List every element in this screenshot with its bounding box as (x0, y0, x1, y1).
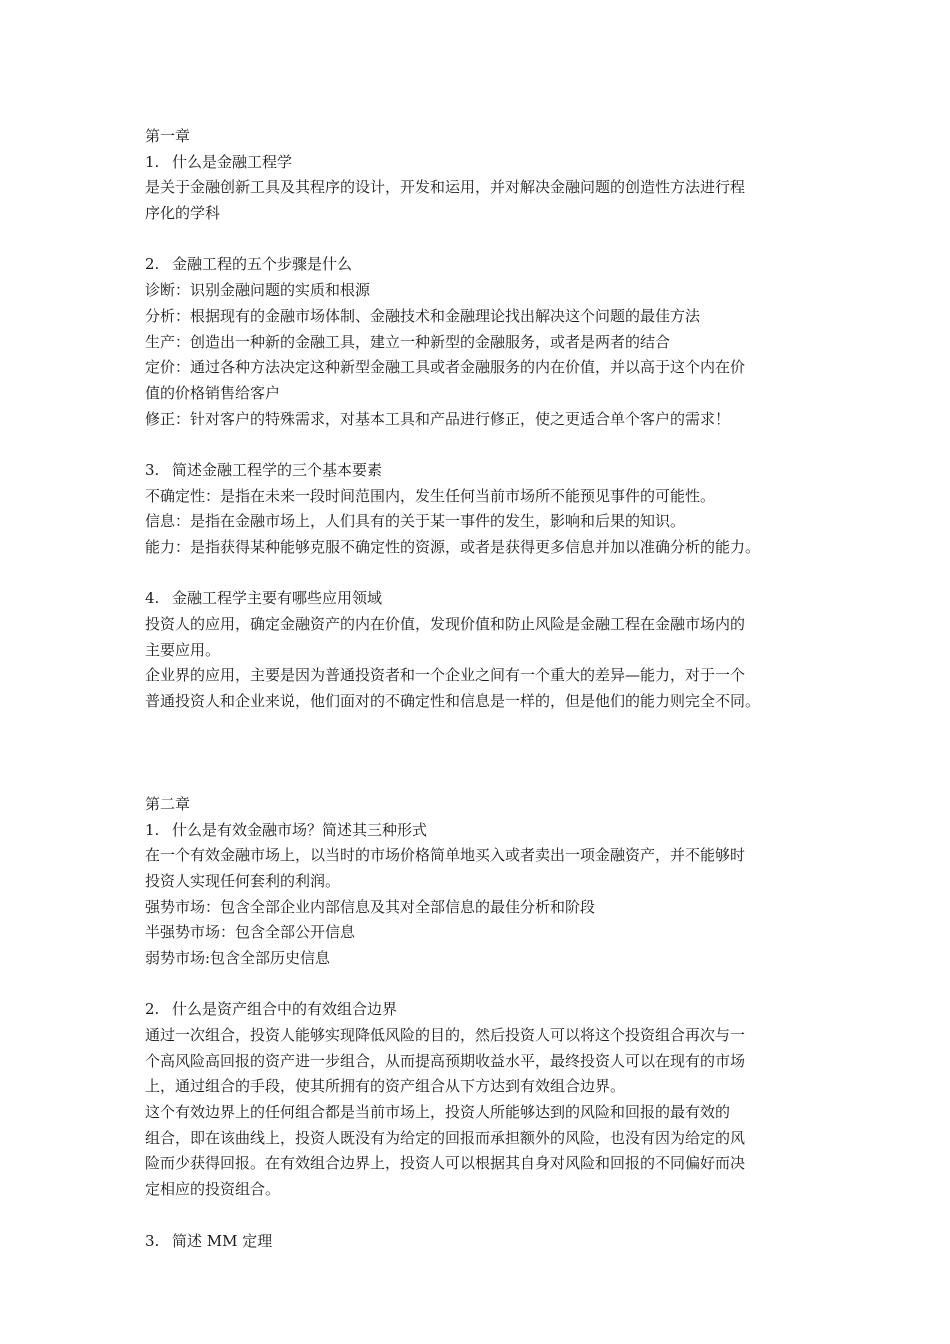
answer-line: 企业界的应用，主要是因为普通投资者和一个企业之间有一个重大的差异—能力，对于一个 (145, 666, 746, 685)
answer-line: 生产：创造出一种新的金融工具，建立一种新型的金融服务，或者是两者的结合 (145, 332, 671, 351)
question-number: 1. (145, 820, 160, 839)
answer-line: 修正：针对客户的特殊需求，对基本工具和产品进行修正，使之更适合单个客户的需求！ (145, 409, 731, 428)
question-number: 3. (145, 460, 160, 479)
question-4-heading (145, 586, 825, 612)
answer-line: 值的价格销售给客户 (145, 383, 281, 402)
question-1-heading (145, 150, 825, 176)
document-page (145, 124, 825, 1254)
question-2-heading (145, 997, 825, 1023)
chapter-separator (145, 715, 825, 792)
answer-line: 信息：是指在金融市场上，人们具有的关于某一事件的发生，影响和后果的知识。 (145, 512, 686, 531)
answer-line: 险而少获得回报。在有效组合边界上，投资人可以根据其自身对风险和回报的不同偏好而决 (145, 1154, 746, 1173)
answer-line: 半强势市场：包含全部公开信息 (145, 923, 356, 942)
question-number: 1. (145, 152, 160, 171)
answer-line: 是关于金融创新工具及其程序的设计，开发和运用，并对解决金融问题的创造性方法进行程 (145, 178, 746, 197)
blank-line (145, 972, 825, 998)
question-title: 什么是资产组合中的有效组合边界 (172, 1000, 398, 1019)
question-number: 2. (145, 255, 160, 274)
question-title: 简述 MM 定理 (172, 1231, 273, 1250)
question-number: 4. (145, 589, 160, 608)
answer-line: 通过一次组合，投资人能够实现降低风险的目的，然后投资人可以将这个投资组合再次与一 (145, 1026, 746, 1044)
blank-line (145, 432, 825, 458)
answer-line: 个高风险高回报的资产进一步组合，从而提高预期收益水平，最终投资人可以在现有的市场 (145, 1051, 746, 1070)
answer-line: 能力：是指获得某种能够克服不确定性的资源，或者是获得更多信息并加以准确分析的能力。 (145, 538, 761, 556)
question-title: 什么是有效金融市场？简述其三种形式 (172, 820, 428, 839)
answer-line: 这个有效边界上的任何组合都是当前市场上，投资人所能够达到的风险和回报的最有效的 (145, 1103, 731, 1122)
chapter-2-title: 第二章 (145, 794, 191, 813)
answer-line: 强势市场：包含全部企业内部信息及其对全部信息的最佳分析和阶段 (145, 897, 596, 916)
answer-line: 组合，即在该曲线上，投资人既没有为给定的回报而承担额外的风险，也没有因为给定的风 (145, 1128, 746, 1147)
answer-line: 弱势市场:包含全部历史信息 (145, 948, 331, 967)
question-title: 什么是金融工程学 (172, 152, 293, 171)
answer-line: 分析：根据现有的金融市场体制、金融技术和金融理论找出解决这个问题的最佳方法 (145, 306, 701, 325)
question-number: 2. (145, 1000, 160, 1019)
question-title: 金融工程学主要有哪些应用领域 (172, 589, 383, 608)
question-1-heading (145, 818, 825, 844)
question-number: 3. (145, 1231, 160, 1250)
blank-line (145, 1203, 825, 1229)
blank-line (145, 227, 825, 253)
answer-line: 定价：通过各种方法决定这种新型金融工具或者金融服务的内在价值，并以高于这个内在价 (145, 358, 746, 377)
question-3-heading (145, 1229, 825, 1255)
blank-line (145, 561, 825, 587)
answer-line: 不确定性：是指在未来一段时间范围内，发生任何当前市场所不能预见事件的可能性。 (145, 486, 716, 505)
answer-line: 在一个有效金融市场上，以当时的市场价格简单地买入或者卖出一项金融资产，并不能够时 (145, 846, 746, 865)
answer-line: 普通投资人和企业来说，他们面对的不确定性和信息是一样的，但是他们的能力则完全不同。 (145, 692, 761, 711)
answer-line: 诊断：识别金融问题的实质和根源 (145, 281, 371, 300)
question-3-heading (145, 458, 825, 484)
answer-line: 定相应的投资组合。 (145, 1180, 281, 1199)
answer-line: 投资人实现任何套利的利润。 (145, 871, 341, 890)
answer-line: 投资人的应用，确定金融资产的内在价值，发现价值和防止风险是金融工程在金融市场内的 (145, 615, 746, 634)
answer-line: 序化的学科 (145, 204, 221, 223)
answer-line: 上，通过组合的手段，使其所拥有的资产组合从下方达到有效组合边界。 (145, 1077, 626, 1096)
question-title: 简述金融工程学的三个基本要素 (172, 460, 383, 479)
chapter-1-title: 第一章 (145, 127, 191, 145)
question-2-heading (145, 252, 825, 278)
question-title: 金融工程的五个步骤是什么 (172, 255, 353, 274)
answer-line: 主要应用。 (145, 640, 221, 659)
